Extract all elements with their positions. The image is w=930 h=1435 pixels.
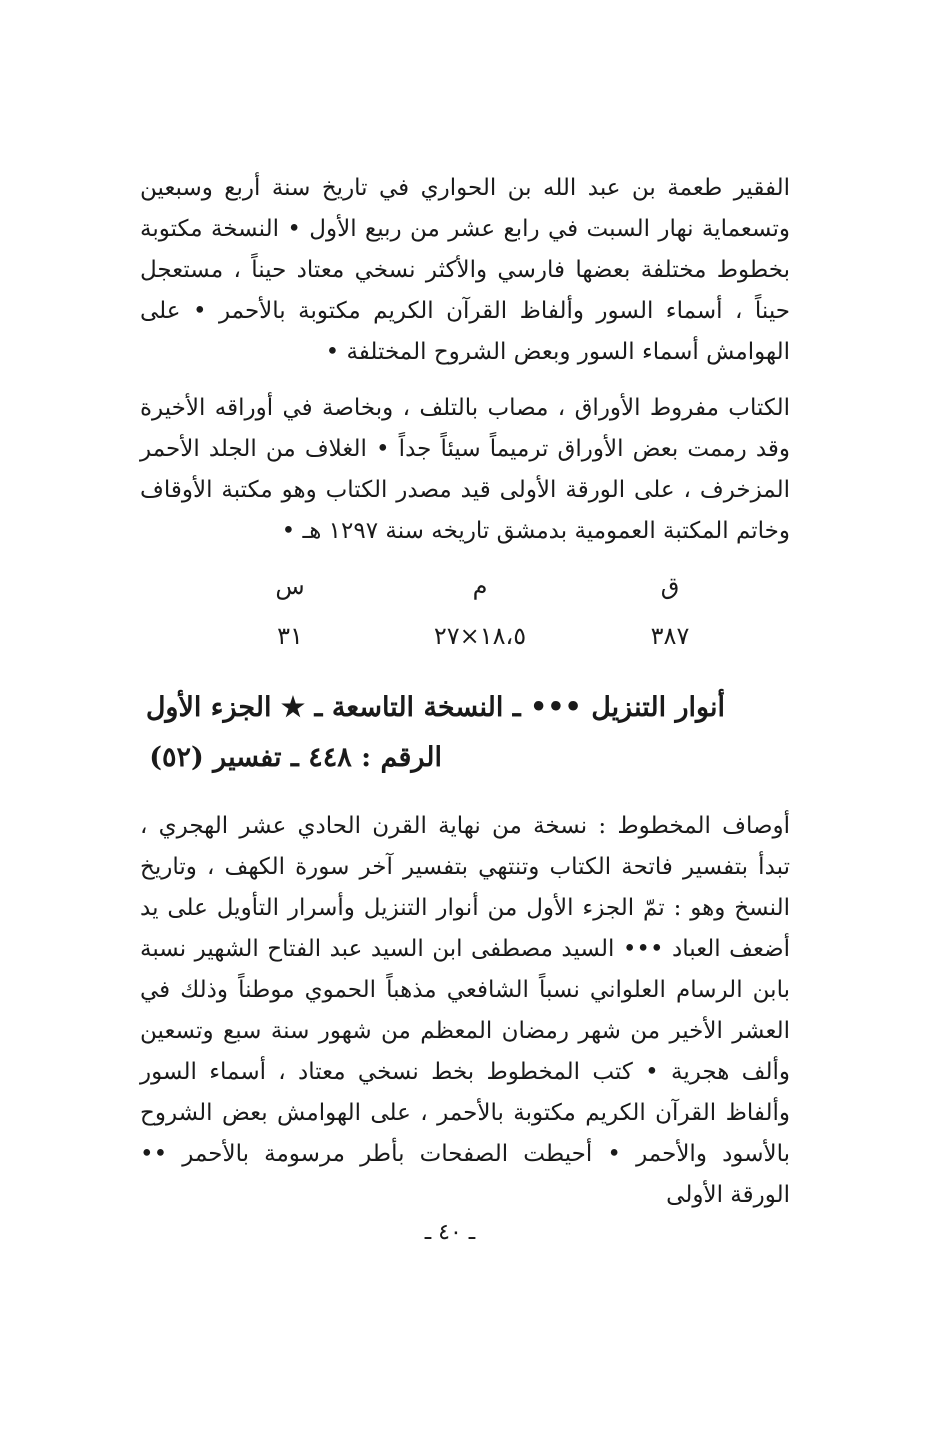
meta-labels-row bbox=[200, 572, 760, 600]
entry-title: أنوار التنزيل ••• ـ النسخة التاسعة ـ ★ الجزء الأول bbox=[145, 692, 725, 723]
meta-label-lines: س bbox=[275, 572, 305, 600]
entry-number: الرقم : ٤٤٨ ـ تفسير (٥٢) bbox=[149, 742, 442, 773]
meta-value-size: ١٨،٥×٢٧ bbox=[433, 622, 527, 650]
paragraph-condition: الكتاب مفروط الأوراق ، مصاب بالتلف ، وبخاصة في أوراقه الأخيرة وقد رممت بعض الأوراق ترميماً سيئاً جداً • الغلاف من الجلد الأحمر المزخرف ، على الورقة الأولى قيد مصدر الكتاب وهو مكتبة الأوقاف وخاتم المكتبة العمومية بدمشق تاريخه سنة ١٢٩٧ هـ • bbox=[140, 395, 790, 544]
meta-value-leaves: ٣٨٧ bbox=[650, 622, 690, 650]
meta-value-lines: ٣١ bbox=[277, 622, 303, 650]
meta-values-row bbox=[200, 622, 760, 650]
meta-label-size: م bbox=[472, 572, 488, 600]
page-number: ـ ٤٠ ـ bbox=[424, 1220, 476, 1245]
meta-label-leaves: ق bbox=[660, 572, 680, 600]
paragraph-continuation: الفقير طعمة بن عبد الله بن الحواري في تاريخ سنة أربع وسبعين وتسعماية نهار السبت في رابع عشر من ربيع الأول • النسخة مكتوبة بخطوط مختلفة بعضها فارسي والأكثر نسخي معتاد حيناً ، مستعجل حيناً ، أسماء السور وألفاظ القرآن الكريم مكتوبة بالأحمر • على الهوامش أسماء السور وبعض الشروح المختلفة • bbox=[140, 175, 790, 365]
paragraph-description: أوصاف المخطوط : نسخة من نهاية القرن الحادي عشر الهجري ، تبدأ بتفسير فاتحة الكتاب وتنتهي بتفسير آخر سورة الكهف ، وتاريخ النسخ وهو : تمّ الجزء الأول من أنوار التنزيل وأسرار التأويل على يد أضعف العباد ••• السيد مصطفى ابن السيد عبد الفتاح الشهير نسبة بابن الرسام العلواني نسباً الشافعي مذهباً الحموي موطناً وذلك في العشر الأخير من شهر رمضان المعظم من شهور سنة سبع وتسعين وألف هجرية • كتب المخطوط بخط نسخي معتاد ، أسماء السور وألفاظ القرآن الكريم مكتوبة بالأحمر ، على الهوامش بعض الشروح بالأسود والأحمر • أحيطت الصفحات بأطر مرسومة بالأحمر •• الورقة الأولى bbox=[140, 813, 790, 1208]
